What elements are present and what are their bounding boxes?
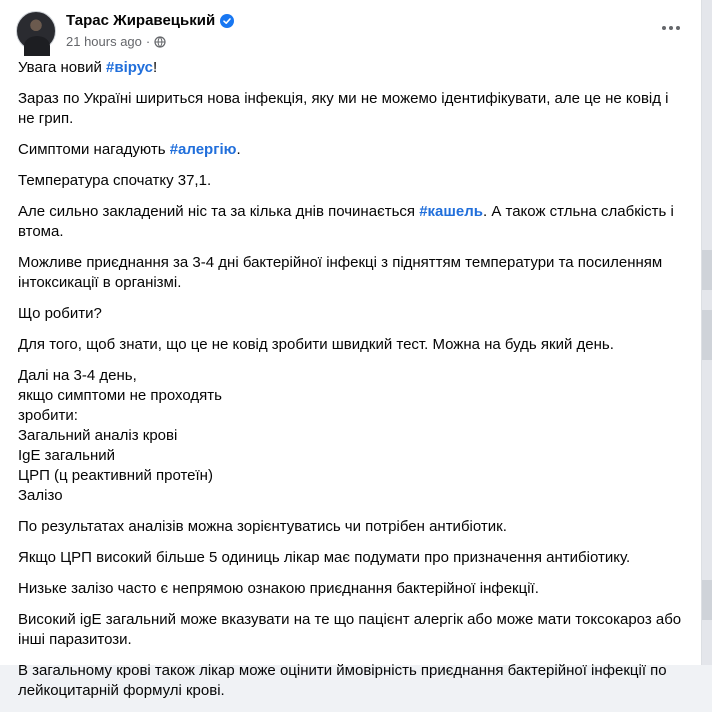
list-line: ЦРП (ц реактивний протеїн) bbox=[18, 467, 213, 484]
paragraph-3: Симптоми нагадують #алергію. bbox=[18, 141, 241, 158]
list-line: IgE загальний bbox=[18, 447, 115, 464]
paragraph-2: Зараз по Україні шириться нова інфекція, яку ми не можемо ідентифікувати, але це не ковід і не грип. bbox=[18, 90, 669, 127]
paragraph-6: Можливе приєднання за 3-4 дні бактерійної інфекці з підняттям температури та посиленням інтоксикації в організмі. bbox=[18, 254, 663, 291]
author-name[interactable]: Тарас Жиравецький bbox=[66, 12, 216, 29]
globe-icon bbox=[154, 36, 166, 48]
paragraph-10: По результатах аналізів можна зорієнтуватись чи потрібен антибіотик. bbox=[18, 518, 507, 535]
paragraph-13: Високий igE загальний може вказувати на те що пацієнт алергік або може мати токсокароз або інші паразитози. bbox=[18, 611, 682, 648]
paragraph-14: В загальному крові також лікар може оцінити ймовірність приєднання бактерійної інфекції по лейкоцитарній формулі крові. bbox=[18, 662, 667, 699]
post-meta bbox=[66, 34, 166, 49]
paragraph-8: Для того, щоб знати, що це не ковід зробити швидкий тест. Можна на будь який день. bbox=[18, 336, 614, 353]
paragraph-9 bbox=[18, 366, 686, 506]
list-line: Залізо bbox=[18, 487, 63, 504]
list-line: якщо симптоми не проходять bbox=[18, 387, 222, 404]
list-line: Загальний аналіз крові bbox=[18, 427, 178, 444]
paragraph-7: Що робити? bbox=[18, 305, 102, 322]
paragraph-1: Увага новий #вірус! bbox=[18, 59, 158, 76]
paragraph-11: Якщо ЦРП високий більше 5 одиниць лікар має подумати про призначення антибіотику. bbox=[18, 549, 631, 566]
paragraph-5: Але сильно закладений ніс та за кілька днів починається #кашель. А також стльна слабкість і втома. bbox=[18, 203, 674, 240]
hashtag-virus[interactable]: #вірус bbox=[106, 59, 154, 76]
list-line: зробити: bbox=[18, 407, 78, 424]
verified-badge-icon bbox=[220, 14, 234, 28]
post-body bbox=[18, 58, 686, 712]
author-avatar[interactable] bbox=[16, 11, 56, 51]
more-options-icon[interactable] bbox=[657, 18, 685, 38]
paragraph-4: Температура спочатку 37,1. bbox=[18, 172, 212, 189]
author-row bbox=[66, 12, 234, 29]
post-timestamp[interactable]: 21 hours ago bbox=[66, 34, 142, 49]
list-line: Далі на 3-4 день, bbox=[18, 367, 137, 384]
post-header bbox=[16, 10, 685, 54]
meta-separator: · bbox=[145, 34, 151, 49]
hashtag-cough[interactable]: #кашель bbox=[419, 203, 483, 220]
paragraph-12: Низьке залізо часто є непрямою ознакою приєднання бактерійної інфекції. bbox=[18, 580, 539, 597]
hashtag-allergy[interactable]: #алергію bbox=[169, 141, 237, 158]
